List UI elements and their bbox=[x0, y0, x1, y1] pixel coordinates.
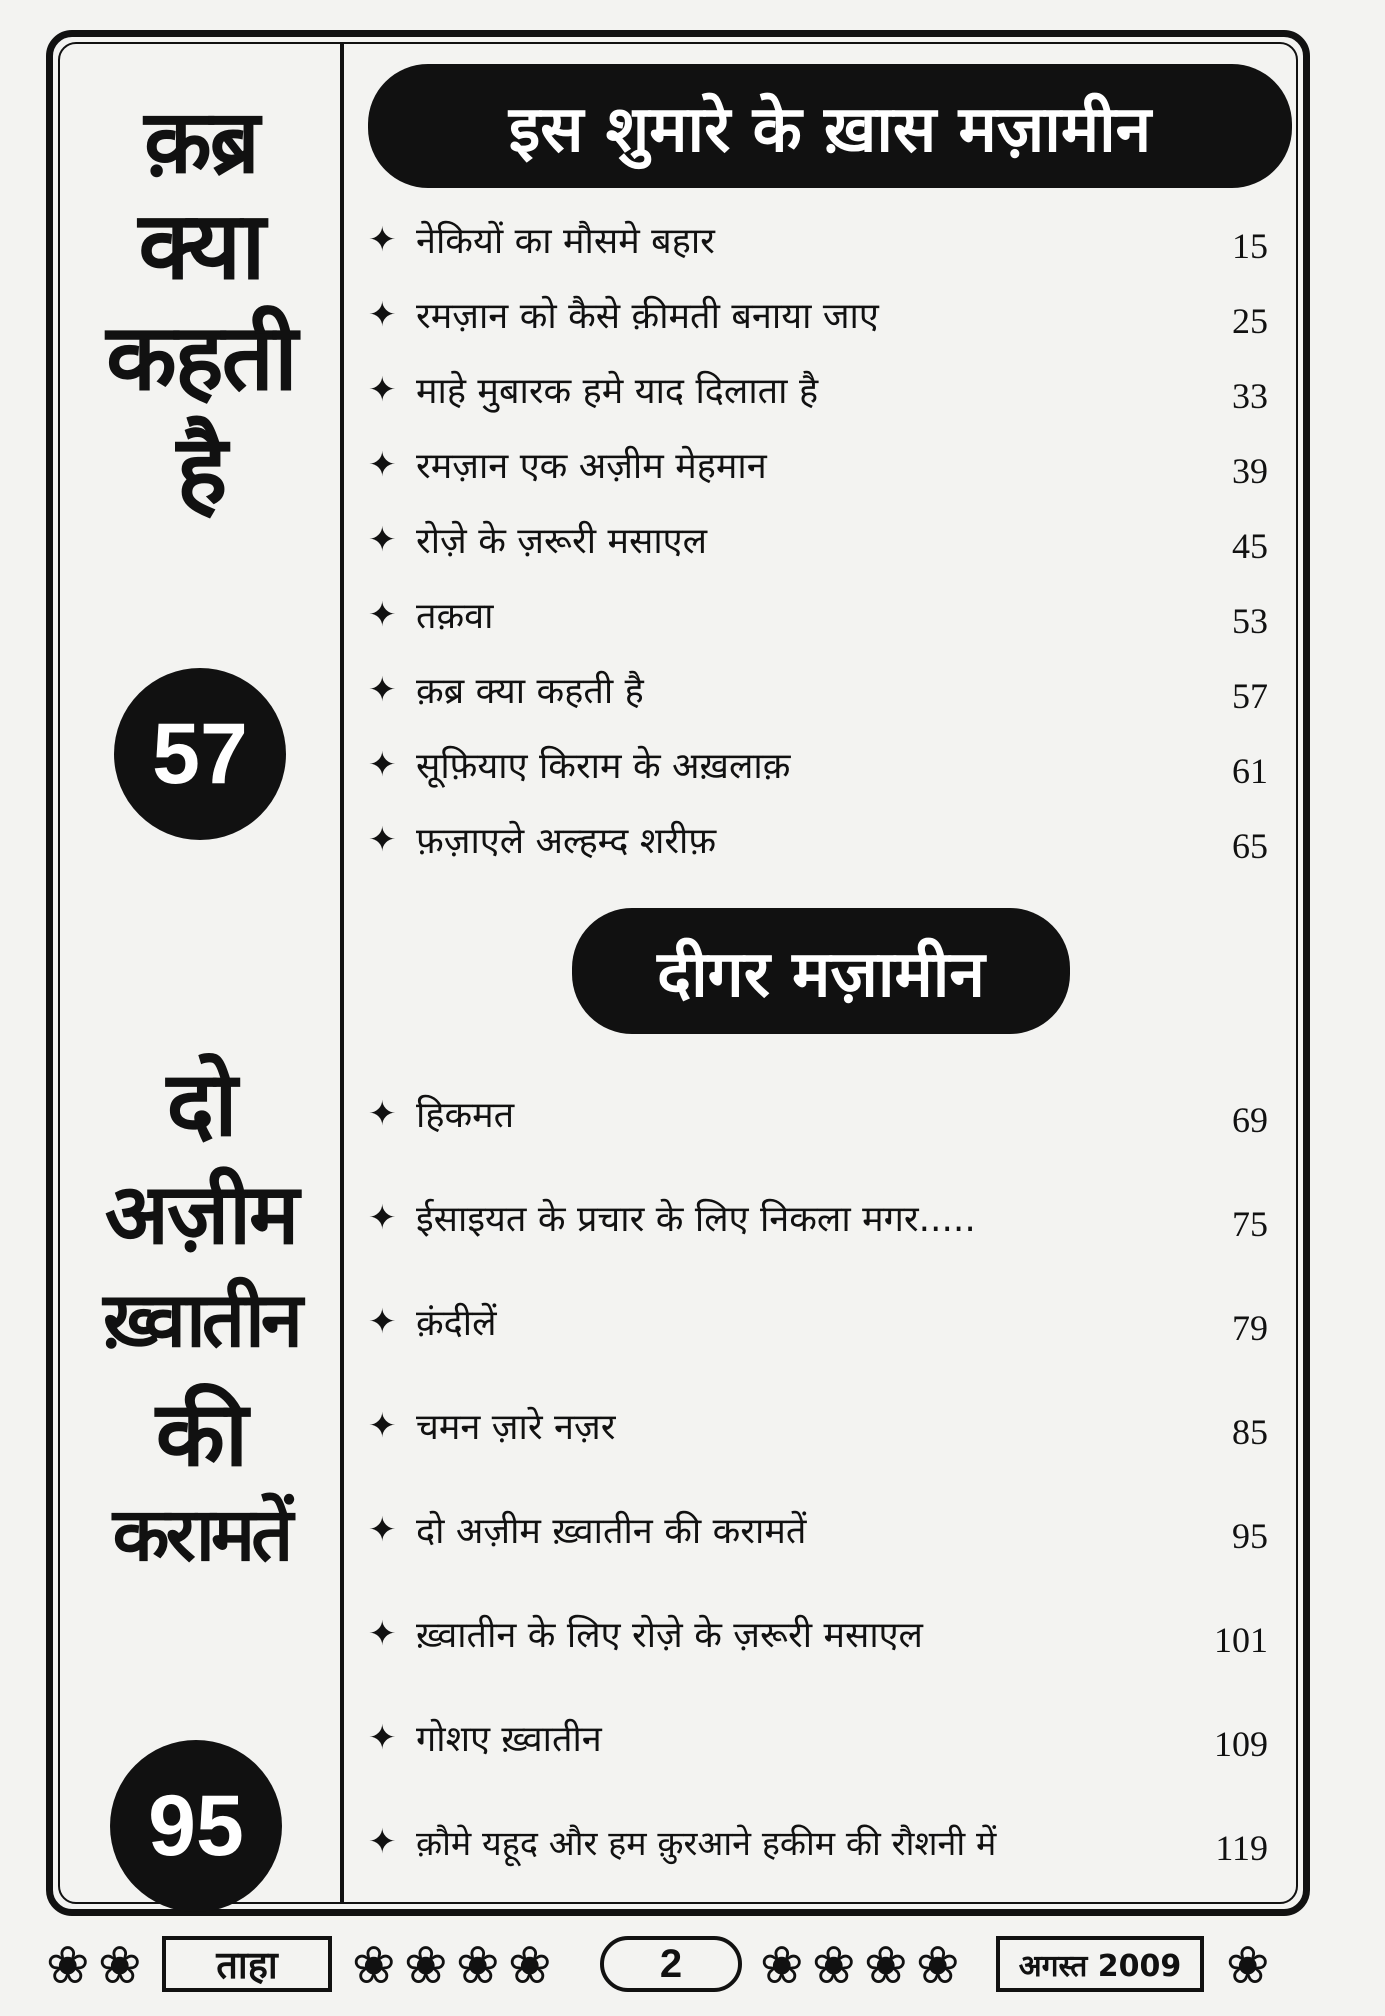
flower-ornament-icon: ❀ bbox=[352, 1936, 396, 1996]
page-footer bbox=[46, 1930, 1310, 2000]
toc-item[interactable] bbox=[368, 1294, 1268, 1354]
magazine-name: ताहा bbox=[162, 1936, 332, 1992]
feature2-word: अज़ीम bbox=[104, 1165, 298, 1263]
toc-item[interactable] bbox=[368, 437, 1268, 497]
toc-item[interactable] bbox=[368, 512, 1268, 572]
toc-item[interactable] bbox=[368, 212, 1268, 272]
toc-item-title: हिकमत bbox=[416, 1095, 515, 1136]
toc-item-page: 95 bbox=[1232, 1516, 1268, 1556]
feature1-word: है bbox=[176, 414, 226, 526]
toc-item[interactable] bbox=[368, 737, 1268, 797]
feature2-word: ख़्वातीन bbox=[103, 1275, 299, 1364]
toc-item-page: 65 bbox=[1232, 826, 1268, 866]
feature2-word: करामतें bbox=[112, 1492, 290, 1578]
flower-ornament-icon: ❀ bbox=[916, 1936, 960, 1996]
flower-ornament-icon: ❀ bbox=[760, 1936, 804, 1996]
toc-item-title: रमज़ान को कैसे क़ीमती बनाया जाए bbox=[416, 296, 879, 337]
page-number: 2 bbox=[600, 1936, 742, 1992]
star-bullet-icon: ✦ bbox=[368, 745, 397, 785]
toc-item[interactable] bbox=[368, 1398, 1268, 1458]
flower-ornament-icon: ❀ bbox=[46, 1936, 90, 1996]
flower-ornament-icon: ❀ bbox=[404, 1936, 448, 1996]
star-bullet-icon: ✦ bbox=[368, 670, 397, 710]
feature1-word: कहती bbox=[106, 304, 296, 411]
toc-item-title: सूफ़ियाए किराम के अख़लाक़ bbox=[416, 746, 791, 787]
star-bullet-icon: ✦ bbox=[368, 520, 397, 560]
star-bullet-icon: ✦ bbox=[368, 1510, 397, 1550]
flower-ornament-icon: ❀ bbox=[812, 1936, 856, 1996]
column-divider bbox=[340, 44, 344, 1902]
toc-item-page: 79 bbox=[1232, 1308, 1268, 1348]
star-bullet-icon: ✦ bbox=[368, 820, 397, 860]
toc-item-page: 25 bbox=[1232, 301, 1268, 341]
toc-item[interactable] bbox=[368, 1606, 1268, 1666]
star-bullet-icon: ✦ bbox=[368, 1302, 397, 1342]
feature1-page-badge[interactable]: 57 bbox=[114, 668, 286, 840]
toc-item[interactable] bbox=[368, 287, 1268, 347]
star-bullet-icon: ✦ bbox=[368, 1094, 397, 1134]
toc-item-title: ईसाइयत के प्रचार के लिए निकला मगर..... bbox=[416, 1199, 976, 1240]
section-heading-other: दीगर मज़ामीन bbox=[572, 908, 1070, 1034]
toc-item-page: 101 bbox=[1214, 1620, 1268, 1660]
toc-item-page: 57 bbox=[1232, 676, 1268, 716]
toc-item[interactable] bbox=[368, 1814, 1268, 1874]
toc-item[interactable] bbox=[368, 812, 1268, 872]
toc-item-title: तक़वा bbox=[416, 596, 494, 637]
feature2-word: की bbox=[155, 1382, 247, 1487]
toc-item-title: क़ंदीलें bbox=[416, 1303, 497, 1344]
toc-item-title: गोशए ख़्वातीन bbox=[416, 1719, 602, 1760]
toc-item-title: क़ौमे यहूद और हम क़ुरआने हकीम की रौशनी में bbox=[416, 1824, 997, 1864]
feature2-word: दो bbox=[166, 1052, 236, 1157]
toc-item-page: 33 bbox=[1232, 376, 1268, 416]
toc-item[interactable] bbox=[368, 362, 1268, 422]
toc-item-page: 45 bbox=[1232, 526, 1268, 566]
toc-item[interactable] bbox=[368, 1086, 1268, 1146]
toc-item-title: दो अज़ीम ख़्वातीन की करामतें bbox=[416, 1511, 807, 1552]
toc-item[interactable] bbox=[368, 587, 1268, 647]
star-bullet-icon: ✦ bbox=[368, 1198, 397, 1238]
toc-item-page: 85 bbox=[1232, 1412, 1268, 1452]
star-bullet-icon: ✦ bbox=[368, 1406, 397, 1446]
flower-ornament-icon: ❀ bbox=[864, 1936, 908, 1996]
toc-item-page: 53 bbox=[1232, 601, 1268, 641]
issue-date: अगस्त 2009 bbox=[996, 1936, 1204, 1992]
toc-item[interactable] bbox=[368, 662, 1268, 722]
section-heading-special: इस शुमारे के ख़ास मज़ामीन bbox=[368, 64, 1292, 188]
toc-item-title: नेकियों का मौसमे बहार bbox=[416, 221, 715, 262]
star-bullet-icon: ✦ bbox=[368, 1718, 397, 1758]
toc-item-title: फ़ज़ाएले अल्हम्द शरीफ़ bbox=[416, 821, 717, 862]
toc-item-page: 75 bbox=[1232, 1204, 1268, 1244]
toc-item[interactable] bbox=[368, 1190, 1268, 1250]
flower-ornament-icon: ❀ bbox=[1226, 1936, 1270, 1996]
feature1-word: क़ब्र bbox=[144, 90, 258, 193]
star-bullet-icon: ✦ bbox=[368, 370, 397, 410]
star-bullet-icon: ✦ bbox=[368, 295, 397, 335]
toc-item-page: 109 bbox=[1214, 1724, 1268, 1764]
star-bullet-icon: ✦ bbox=[368, 1822, 397, 1862]
toc-item-title: रमज़ान एक अज़ीम मेहमान bbox=[416, 446, 767, 487]
star-bullet-icon: ✦ bbox=[368, 1614, 397, 1654]
toc-item-page: 119 bbox=[1215, 1828, 1268, 1868]
toc-item-page: 61 bbox=[1232, 751, 1268, 791]
toc-item-page: 69 bbox=[1232, 1100, 1268, 1140]
flower-ornament-icon: ❀ bbox=[98, 1936, 142, 1996]
toc-item-title: ख़्वातीन के लिए रोज़े के ज़रूरी मसाएल bbox=[416, 1615, 923, 1656]
toc-item[interactable] bbox=[368, 1710, 1268, 1770]
star-bullet-icon: ✦ bbox=[368, 445, 397, 485]
feature1-word: क्या bbox=[138, 192, 264, 301]
flower-ornament-icon: ❀ bbox=[508, 1936, 552, 1996]
toc-item[interactable] bbox=[368, 1502, 1268, 1562]
flower-ornament-icon: ❀ bbox=[456, 1936, 500, 1996]
star-bullet-icon: ✦ bbox=[368, 595, 397, 635]
toc-item-title: चमन ज़ारे नज़र bbox=[416, 1407, 616, 1448]
toc-item-title: रोज़े के ज़रूरी मसाएल bbox=[416, 521, 707, 562]
toc-item-page: 39 bbox=[1232, 451, 1268, 491]
toc-item-title: माहे मुबारक हमे याद दिलाता है bbox=[416, 371, 819, 412]
feature2-page-badge[interactable]: 95 bbox=[110, 1740, 282, 1912]
toc-item-title: क़ब्र क्या कहती है bbox=[416, 671, 644, 712]
star-bullet-icon: ✦ bbox=[368, 220, 397, 260]
toc-item-page: 15 bbox=[1232, 226, 1268, 266]
